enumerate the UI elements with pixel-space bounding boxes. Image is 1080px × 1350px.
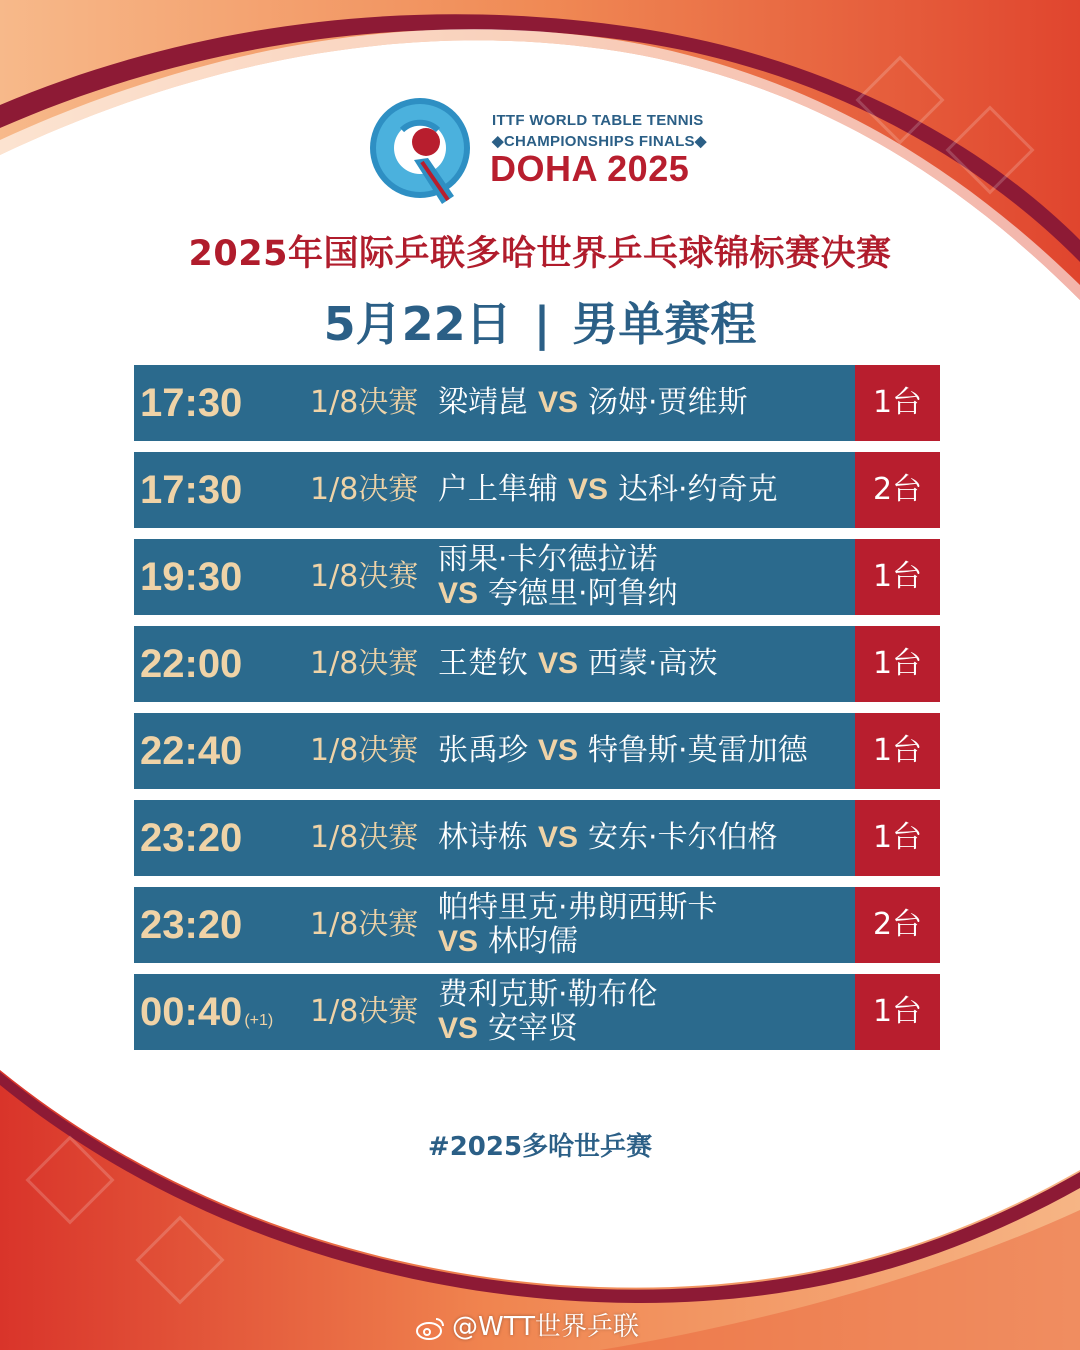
player2: 夸德里·阿鲁纳 [488, 576, 678, 611]
vs-label: VS [538, 821, 579, 854]
match-time: 23:20 [140, 903, 243, 947]
match-row [134, 887, 940, 963]
doha-q-logo-icon [362, 92, 480, 210]
match-row [134, 452, 940, 528]
player1: 雨果·卡尔德拉诺 [438, 542, 658, 577]
player2: 特鲁斯·莫雷加德 [588, 733, 808, 768]
vs-label: VS [438, 577, 479, 610]
table-badge: 2台 [855, 887, 940, 963]
table-badge: 1台 [855, 800, 940, 876]
logo-text-line3: DOHA 2025 [490, 148, 690, 189]
match-round: 1/8决赛 [310, 907, 419, 942]
table-badge: 1台 [855, 713, 940, 789]
table-badge: 1台 [855, 974, 940, 1050]
weibo-watermark [416, 1306, 639, 1343]
match-round: 1/8决赛 [310, 733, 419, 768]
event-logo [362, 92, 722, 210]
next-day-suffix: (+1) [244, 1012, 274, 1029]
player1: 帕特里克·弗朗西斯卡 [438, 890, 718, 925]
vs-label: VS [568, 473, 609, 506]
player1: 林诗栋 [438, 820, 528, 855]
match-round: 1/8决赛 [310, 646, 419, 681]
match-time: 22:40 [140, 729, 243, 773]
logo-text-line2: ◆CHAMPIONSHIPS FINALS◆ [492, 133, 707, 150]
match-time: 22:00 [140, 642, 243, 686]
match-time [140, 974, 273, 1050]
match-row [134, 713, 940, 789]
table-badge: 1台 [855, 365, 940, 441]
match-time: 19:30 [140, 555, 243, 599]
match-row [134, 974, 940, 1050]
match-round: 1/8决赛 [310, 994, 419, 1029]
player1: 王楚钦 [438, 646, 528, 681]
match-round: 1/8决赛 [310, 472, 419, 507]
match-players [438, 452, 778, 528]
vs-label: VS [438, 1012, 479, 1045]
player1: 费利克斯·勒布伦 [438, 977, 658, 1012]
match-players [438, 626, 718, 702]
vs-label: VS [538, 734, 579, 767]
match-time: 17:30 [140, 468, 243, 512]
watermark-text: @WTT世界乒联 [452, 1312, 640, 1342]
vs-label: VS [538, 386, 579, 419]
player1: 张禹珍 [438, 733, 528, 768]
match-row [134, 365, 940, 441]
player2: 安宰贤 [488, 1011, 579, 1046]
page-title: 2025年国际乒联多哈世界乒乓球锦标赛决赛 [188, 234, 892, 274]
hashtag[interactable]: #2025多哈世乒赛 [427, 1132, 653, 1162]
table-badge: 2台 [855, 452, 940, 528]
player1: 户上隼辅 [438, 472, 558, 507]
match-time: 17:30 [140, 381, 243, 425]
table-badge: 1台 [855, 539, 940, 615]
player2: 安东·卡尔伯格 [588, 820, 778, 855]
match-row [134, 539, 940, 615]
match-players [438, 365, 748, 441]
match-time: 23:20 [140, 816, 243, 860]
vs-label: VS [538, 647, 579, 680]
player2: 达科·约奇克 [618, 472, 778, 507]
player2: 林昀儒 [488, 924, 579, 959]
match-time-value: 00:40 [140, 990, 243, 1034]
event-label: 男单赛程 [572, 297, 757, 351]
match-round: 1/8决赛 [310, 385, 419, 420]
player1: 梁靖崑 [438, 385, 528, 420]
match-round: 1/8决赛 [310, 820, 419, 855]
match-round: 1/8决赛 [310, 559, 419, 594]
player2: 西蒙·高茨 [588, 646, 718, 681]
match-players [438, 800, 778, 876]
table-badge: 1台 [855, 626, 940, 702]
match-players [438, 887, 718, 963]
schedule-table [134, 365, 940, 1061]
player2: 汤姆·贾维斯 [588, 385, 748, 420]
match-players [438, 539, 678, 615]
page-subtitle [0, 288, 1080, 354]
match-row [134, 800, 940, 876]
vs-label: VS [438, 925, 479, 958]
logo-text-line1: ITTF WORLD TABLE TENNIS [492, 112, 704, 129]
date-label: 5月22日 [323, 297, 512, 351]
weibo-icon [416, 1315, 446, 1341]
title-separator: | [533, 297, 551, 351]
match-row [134, 626, 940, 702]
match-players [438, 974, 658, 1050]
match-players [438, 713, 808, 789]
